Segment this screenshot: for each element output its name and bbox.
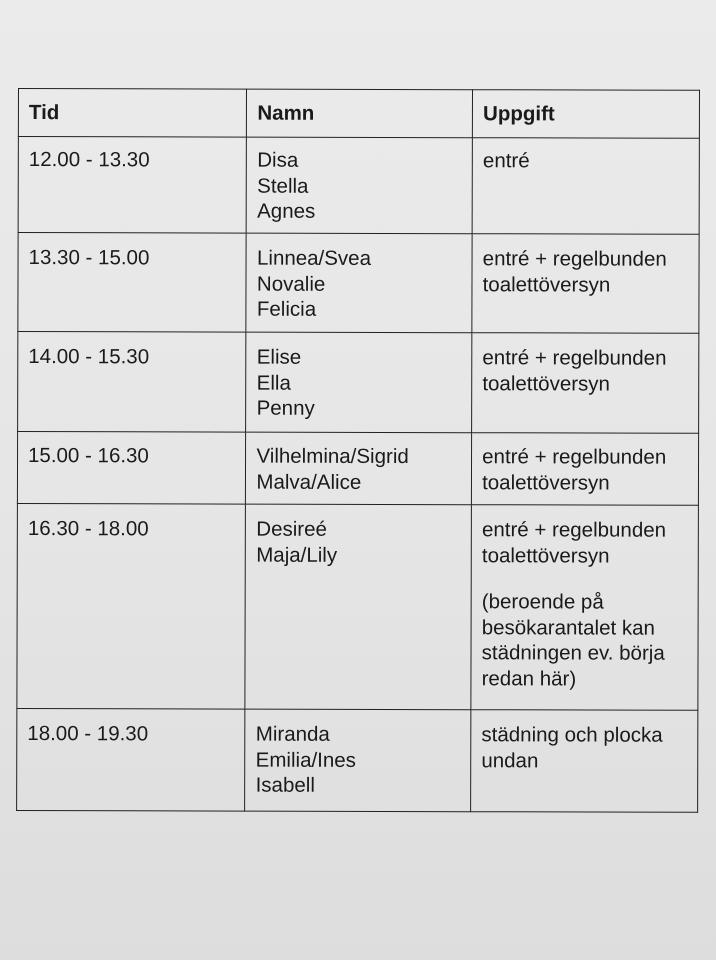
name-entry: Desireé <box>256 517 327 541</box>
name-entry: Penny <box>256 396 315 420</box>
name-entry: Elise <box>256 345 302 369</box>
name-entry: Novalie <box>256 272 326 296</box>
cell-names <box>247 137 473 234</box>
header-time: Tid <box>18 89 247 138</box>
task-note: städningen ev. börja <box>481 641 665 665</box>
table-row <box>18 233 699 334</box>
name-entry: Ella <box>256 371 291 395</box>
cell-time: 15.00 - 16.30 <box>17 432 246 505</box>
cell-names <box>245 709 471 812</box>
name-entry: Stella <box>257 174 309 198</box>
spacer <box>482 568 688 590</box>
cell-names <box>246 332 472 433</box>
cell-task: entré + regelbunden toalettöversyn <box>472 234 699 334</box>
table-header-row <box>18 89 699 139</box>
table-row <box>17 708 698 812</box>
cell-time: 13.30 - 15.00 <box>18 233 247 333</box>
name-entry: Malva/Alice <box>256 470 362 494</box>
cell-task: entré + regelbunden toalettöversyn <box>472 433 699 506</box>
cell-time: 14.00 - 15.30 <box>18 332 247 433</box>
cell-names <box>246 432 472 505</box>
cell-time: 18.00 - 19.30 <box>17 708 246 811</box>
name-entry: Emilia/Ines <box>255 748 356 772</box>
task-note: redan här) <box>481 666 577 690</box>
task-note: (beroende på <box>481 590 604 614</box>
cell-task: entré + regelbunden toalettöversyn <box>472 333 699 434</box>
header-name: Namn <box>247 89 473 138</box>
cell-task: entré <box>472 138 699 235</box>
cell-names <box>245 504 471 710</box>
name-entry: Isabell <box>255 773 315 797</box>
header-task: Uppgift <box>472 90 699 139</box>
table-row <box>18 332 699 434</box>
task-note: besökarantalet kan <box>481 615 655 640</box>
cell-names <box>246 233 472 333</box>
cell-task: städning och plocka undan <box>471 710 698 813</box>
cell-time: 12.00 - 13.30 <box>18 137 247 234</box>
table-row <box>17 503 699 710</box>
name-entry: Disa <box>257 148 299 172</box>
cell-time: 16.30 - 18.00 <box>17 503 246 709</box>
schedule-table <box>16 88 700 813</box>
name-entry: Miranda <box>255 722 330 746</box>
table-row <box>17 432 698 506</box>
name-entry: Felicia <box>256 297 317 321</box>
cell-task: entré + regelbunden toalettöversyn (beroende på besökarantalet kan städningen ev. börja redan här) <box>471 505 698 711</box>
name-entry: Linnea/Svea <box>256 246 372 270</box>
table-row <box>18 137 699 235</box>
name-entry: Agnes <box>257 199 316 223</box>
name-entry: Maja/Lily <box>256 543 338 567</box>
name-entry: Vilhelmina/Sigrid <box>256 444 409 469</box>
